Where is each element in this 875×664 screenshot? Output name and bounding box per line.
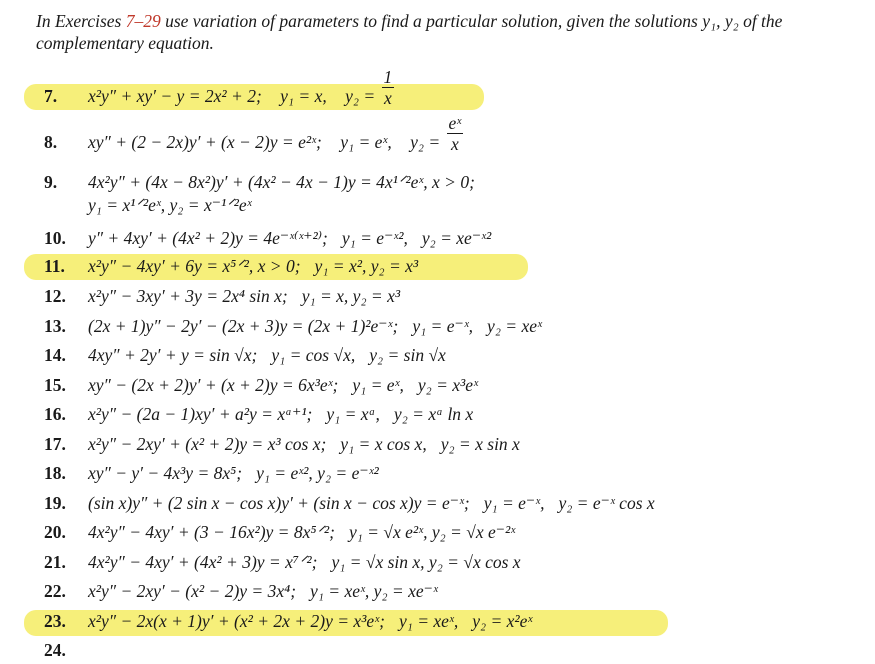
exercise-number: 21. [44,552,66,572]
exercise-equation: 4x²y″ − 4xy′ + (4x² + 3)y = x⁷ᐟ²; y₁ = √x sin x, y₂ = √x cos x [88,552,521,572]
exercise-equation: (2x + 1)y″ − 2y′ − (2x + 3)y = (2x + 1)²e⁻ˣ; y₁ = e⁻ˣ, y₂ = xeˣ [88,316,542,336]
exercise-equation: x²y″ + xy′ − y = 2x² + 2; y₁ = x, y₂ = $\frac{1}{x}$ [88,67,393,109]
exercise-equation: xy″ − (2x + 2)y′ + (x + 2)y = 6x³eˣ; y₁ = eˣ, y₂ = x³eˣ [88,375,479,395]
exercise-number: 19. [44,493,66,513]
exercise-equation: y″ + 4xy′ + (4x² + 2)y = 4e⁻ˣ⁽ˣ⁺²⁾; y₁ = e⁻ˣ², y₂ = xe⁻ˣ² [88,228,492,248]
fraction: $\frac{\text{eˣ}}{x}$ [448,113,462,155]
exercise-number: 10. [44,228,66,248]
exercise-number: 14. [44,345,66,365]
exercise-number: 24. [44,640,66,660]
exercise-equation: x²y″ − 2xy′ + (x² + 2)y = x³ cos x; y₁ = x cos x, y₂ = x sin x [88,434,520,454]
exercise-number: 20. [44,522,66,542]
exercise-equation: xy″ − y′ − 4x³y = 8x⁵; y₁ = eˣ², y₂ = e⁻ˣ² [88,463,379,483]
fraction: $\frac{1}{x}$ [383,67,393,109]
instructions-text: In Exercises [36,11,126,31]
exercise-number: 22. [44,581,66,601]
exercise-equation: x²y″ − 4xy′ + 6y = x⁵ᐟ², x > 0; y₁ = x², y₂ = x³ [88,256,419,276]
exercise-equation: 4xy″ + 2y′ + y = sin √x; y₁ = cos √x, y₂ = sin √x [88,345,446,365]
exercise-number: 12. [44,286,66,306]
exercise-solutions: y₁ = x¹ᐟ²eˣ, y₂ = x⁻¹ᐟ²eˣ [88,195,252,215]
exercise-number: 16. [44,404,66,424]
exercise-equation: x²y″ − 2x(x + 1)y′ + (x² + 2x + 2)y = x³eˣ; y₁ = xeˣ, y₂ = x²eˣ [88,611,533,631]
exercise-range-link[interactable]: 7–29 [125,11,161,31]
exercise-equation: 4x²y″ − 4xy′ + (3 − 16x²)y = 8x⁵ᐟ²; y₁ = √x e²ˣ, y₂ = √x e⁻²ˣ [88,522,516,542]
exercise-number: 11. [44,256,65,276]
exercise-number: 23. [44,611,66,631]
exercise-number: 7. [44,86,58,106]
exercise-number: 17. [44,434,66,454]
exercise-number: 13. [44,316,66,336]
exercise-number: 8. [44,132,58,152]
exercise-instructions [36,10,836,54]
exercise-equation: (sin x)y″ + (2 sin x − cos x)y′ + (sin x − cos x)y = e⁻ˣ; y₁ = e⁻ˣ, y₂ = e⁻ˣ cos x [88,493,655,513]
exercise-equation: xy″ + (2 − 2x)y′ + (x − 2)y = e²ˣ; y₁ = eˣ, y₂ = $\frac{\text{eˣ}}{x}$ [88,113,462,155]
exercise-equation: x²y″ − (2a − 1)xy′ + a²y = xᵃ⁺¹; y₁ = xᵃ, y₂ = xᵃ ln x [88,404,474,424]
exercise-number: 15. [44,375,66,395]
exercise-equation: 4x²y″ + (4x − 8x²)y′ + (4x² − 4x − 1)y = 4x¹ᐟ²eˣ, x > 0; [88,172,475,192]
exercise-number: 9. [44,172,58,192]
exercise-number: 18. [44,463,66,483]
exercise-equation: x²y″ − 2xy′ − (x² − 2)y = 3x⁴; y₁ = xeˣ, y₂ = xe⁻ˣ [88,581,438,601]
exercise-equation: x²y″ − 3xy′ + 3y = 2x⁴ sin x; y₁ = x, y₂ = x³ [88,286,401,306]
instructions-text-cont: use variation of parameters to find a particular solution, given the solutions y₁, y₂ of the complementary equation. [36,11,783,53]
